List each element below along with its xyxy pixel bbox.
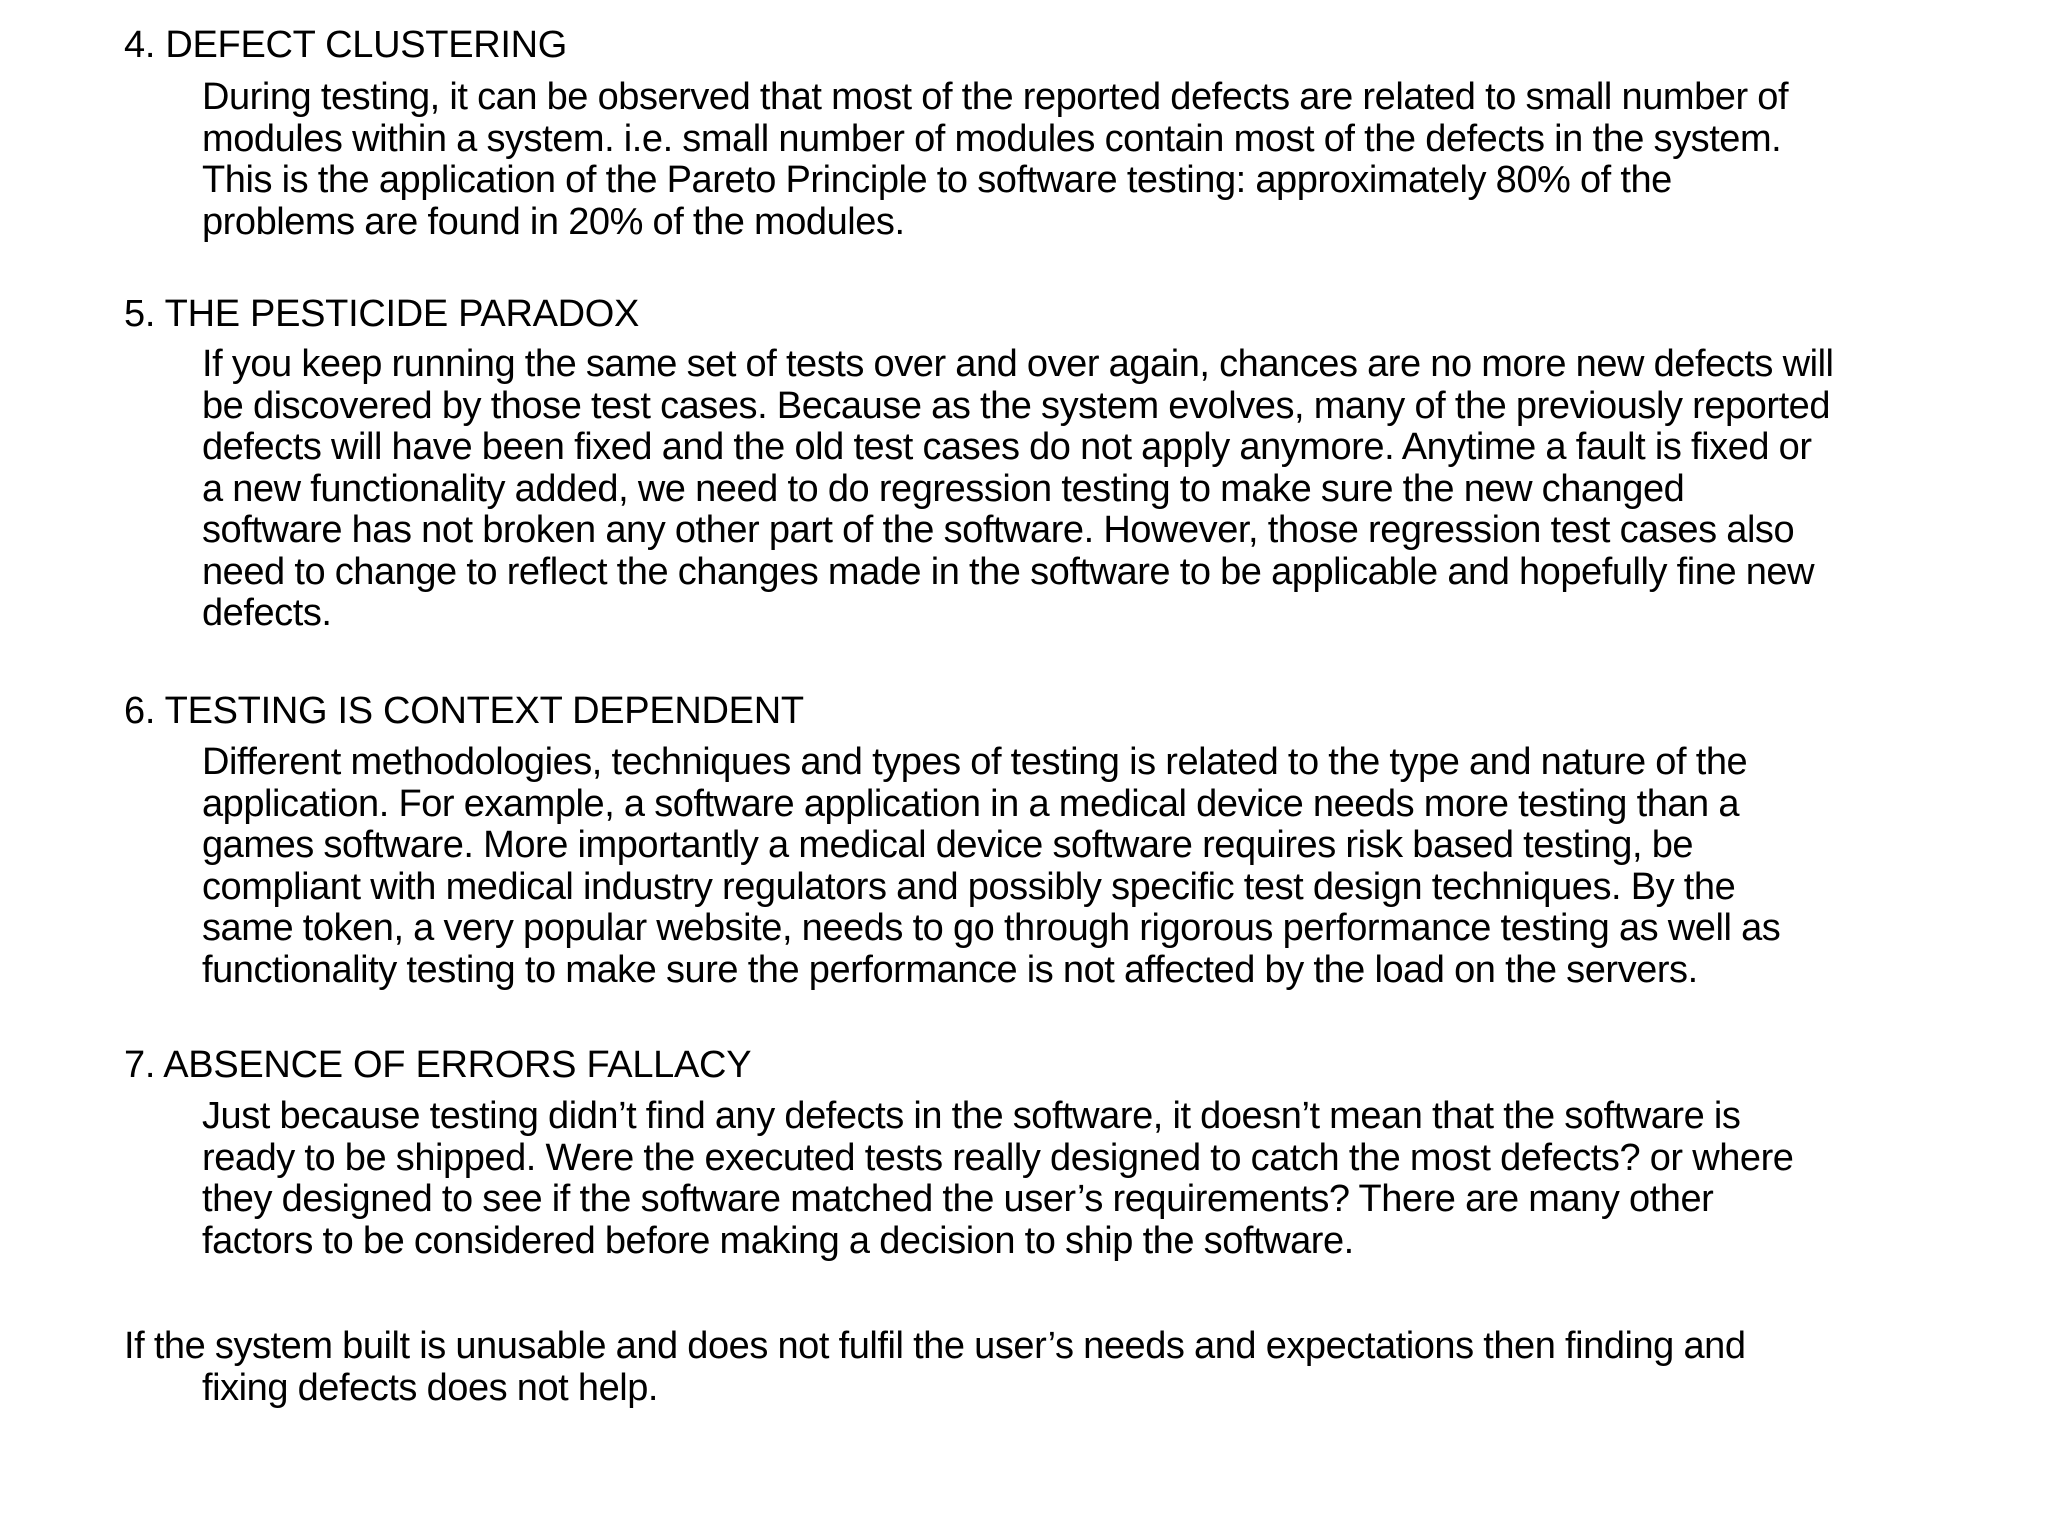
text-line: they designed to see if the software matched the user’s requirements? There are many other [202, 1178, 1714, 1220]
closing-paragraph [124, 1326, 1964, 1409]
text-line: application. For example, a software application in a medical device needs more testing than a [202, 782, 1740, 825]
text-line: software has not broken any other part of the software. However, those regression test cases also [202, 509, 1795, 551]
section-body-pesticide-paradox [202, 344, 1962, 635]
text-line: defects. [202, 592, 332, 634]
text-line: a new functionality added, we need to do regression testing to make sure the new changed [202, 467, 1685, 510]
section-heading-defect-clustering: 4. DEFECT CLUSTERING [124, 24, 568, 66]
text-line: ready to be shipped. Were the executed tests really designed to catch the most defects? or where [202, 1136, 1794, 1179]
text-line: same token, a very popular website, needs to go through rigorous performance testing as well as [202, 907, 1781, 949]
text-line: be discovered by those test cases. Because as the system evolves, many of the previously reported [202, 384, 1831, 427]
text-line: During testing, it can be observed that most of the reported defects are related to small number of [202, 76, 1789, 118]
text-line: fixing defects does not help. [202, 1366, 659, 1409]
section-body-context-dependent [202, 742, 1962, 991]
text-line: Different methodologies, techniques and types of testing is related to the type and nature of the [202, 741, 1748, 783]
section-heading-pesticide-paradox: 5. THE PESTICIDE PARADOX [124, 293, 640, 335]
text-line: modules within a system. i.e. small number of modules contain most of the defects in the system. [202, 117, 1782, 160]
text-line: factors to be considered before making a decision to ship the software. [202, 1219, 1354, 1262]
text-line: compliant with medical industry regulators and possibly specific test design techniques. By the [202, 865, 1736, 908]
section-body-defect-clustering [202, 77, 1962, 243]
text-line: games software. More importantly a medical device software requires risk based testing, be [202, 824, 1694, 866]
text-line: defects will have been fixed and the old test cases do not apply anymore. Anytime a fault is fixed or [202, 426, 1812, 468]
text-line: problems are found in 20% of the modules. [202, 200, 905, 243]
section-heading-context-dependent: 6. TESTING IS CONTEXT DEPENDENT [124, 690, 804, 732]
text-line: functionality testing to make sure the performance is not affected by the load on the servers. [202, 948, 1698, 991]
text-line: If you keep running the same set of tests over and over again, chances are no more new defects will [202, 343, 1834, 385]
text-line: This is the application of the Pareto Principle to software testing: approximately 80% of the [202, 159, 1672, 201]
text-line: Just because testing didn’t find any defects in the software, it doesn’t mean that the software is [202, 1095, 1741, 1137]
text-line: need to change to reflect the changes made in the software to be applicable and hopefully fine new [202, 550, 1815, 593]
text-line: If the system built is unusable and does not fulfil the user’s needs and expectations then finding and [124, 1325, 1746, 1367]
section-body-absence-of-errors [202, 1096, 1962, 1262]
section-heading-absence-of-errors: 7. ABSENCE OF ERRORS FALLACY [124, 1044, 752, 1086]
